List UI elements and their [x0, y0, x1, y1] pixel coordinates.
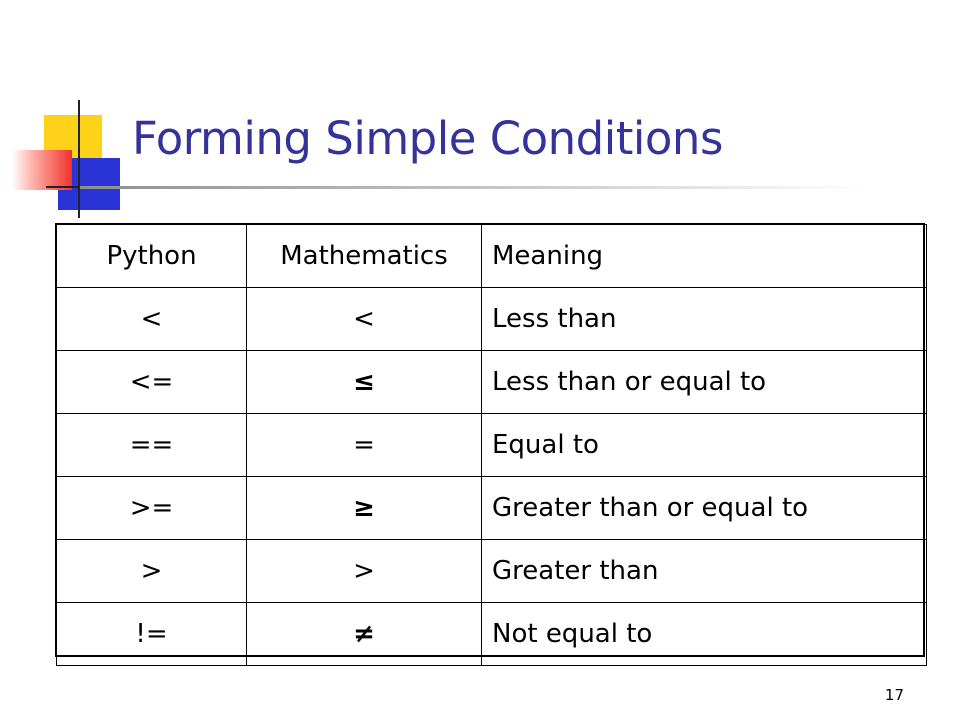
- meaning-text: Less than or equal to: [482, 351, 927, 414]
- table-header-row: [57, 225, 927, 288]
- title-underline: [80, 186, 870, 189]
- header-meaning: Meaning: [482, 225, 927, 288]
- table-row: [57, 477, 927, 540]
- table-row: [57, 540, 927, 603]
- meaning-text: Equal to: [482, 414, 927, 477]
- logo-vertical-line: [78, 100, 80, 218]
- math-symbol: ≤: [247, 351, 482, 414]
- math-symbol: =: [247, 414, 482, 477]
- slide-logo-decoration: [0, 0, 140, 230]
- meaning-text: Greater than or equal to: [482, 477, 927, 540]
- header-mathematics: Mathematics: [247, 225, 482, 288]
- python-operator: !=: [57, 603, 247, 666]
- table-row: [57, 414, 927, 477]
- meaning-text: Greater than: [482, 540, 927, 603]
- python-operator: >=: [57, 477, 247, 540]
- conditions-table: [56, 224, 927, 666]
- math-symbol: >: [247, 540, 482, 603]
- python-operator: <=: [57, 351, 247, 414]
- python-operator: ==: [57, 414, 247, 477]
- table-row: [57, 288, 927, 351]
- python-operator: >: [57, 540, 247, 603]
- math-symbol: <: [247, 288, 482, 351]
- table-row: [57, 603, 927, 666]
- meaning-text: Less than: [482, 288, 927, 351]
- math-symbol: ≠: [247, 603, 482, 666]
- header-python: Python: [57, 225, 247, 288]
- page-number: 17: [884, 686, 904, 704]
- logo-red-square: [12, 150, 72, 190]
- slide-title: Forming Simple Conditions: [132, 112, 723, 165]
- math-symbol: ≥: [247, 477, 482, 540]
- table-row: [57, 351, 927, 414]
- meaning-text: Not equal to: [482, 603, 927, 666]
- python-operator: <: [57, 288, 247, 351]
